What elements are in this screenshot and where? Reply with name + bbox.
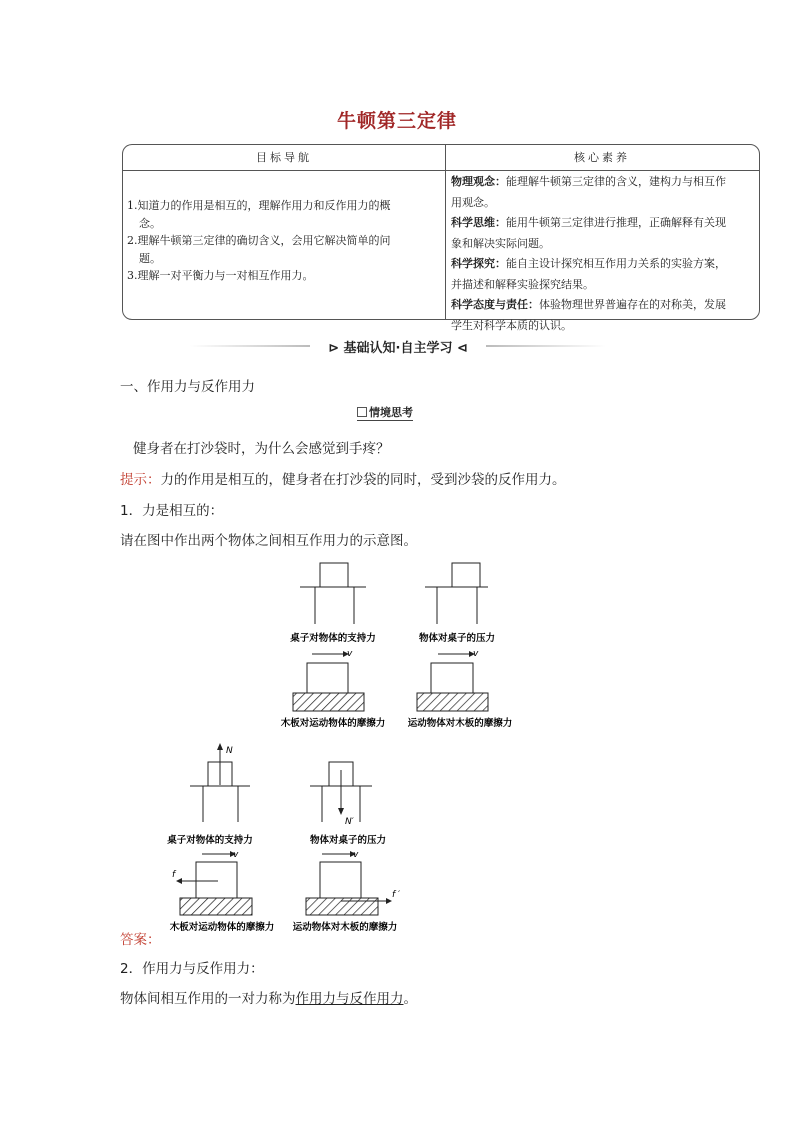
board-diagram-left (293, 649, 364, 711)
goal-line: 2.理解牛顿第三定律的确切含义，会用它解决简单的问 (127, 234, 391, 247)
literacy-text: 能用牛顿第三定律进行推理，正确解释有关现 (506, 216, 726, 229)
banner-title: ⊳ 基础认知·自主学习 ⊲ (328, 341, 468, 356)
velocity-label: v (233, 850, 239, 860)
literacy-text: 能理解牛顿第三定律的含义，建构力与相互作 (506, 175, 726, 188)
definition-suffix: 。 (403, 991, 417, 1007)
item-2: 2．作用力与反作用力： (120, 961, 264, 977)
force-N-prime-label: N′ (345, 817, 354, 827)
box-label (357, 404, 413, 421)
force-N-label: N (226, 746, 233, 756)
answer-label: 答案： (120, 932, 161, 948)
literacy-line (451, 275, 755, 296)
section-heading: 一、作用力与反作用力 (120, 379, 255, 395)
literacy-text: 学生对科学本质的认识。 (451, 318, 572, 332)
hint-label: 提示： (120, 472, 161, 488)
force-f-prime-label: f ′ (392, 890, 401, 900)
literacy-line (451, 193, 755, 214)
caption-friction-board: 木板对运动物体的摩擦力 (169, 922, 275, 933)
caption-friction-board: 木板对运动物体的摩擦力 (280, 718, 386, 729)
literacy-text: 体验物理世界普遍存在的对称美，发展 (539, 298, 726, 311)
literacy-header: 核心素养 (574, 151, 630, 164)
hint-text: 力的作用是相互的，健身者在打沙袋的同时，受到沙袋的反作用力。 (160, 472, 566, 488)
table-column-divider (445, 145, 446, 319)
goal-line: 3.理解一对平衡力与一对相互作用力。 (127, 269, 314, 282)
velocity-label: v (347, 649, 353, 659)
caption-friction-obj: 运动物体对木板的摩擦力 (407, 718, 513, 729)
literacy-text: 并描述和解释实验探究结果。 (451, 277, 594, 291)
literacy-line (451, 254, 755, 275)
caption-pressure: 物体对桌子的压力 (418, 633, 496, 644)
caption-support: 桌子对物体的支持力 (290, 633, 376, 644)
blank-force-diagram (270, 558, 530, 736)
definition-term: 反作用力 (349, 991, 404, 1007)
goals-cell (127, 197, 439, 285)
table-divider (123, 170, 759, 171)
square-icon (357, 407, 367, 417)
question-text: 健身者在打沙袋时，为什么会感觉到手疼？ (133, 441, 390, 457)
goals-table (122, 144, 760, 332)
box-label-text: 情境思考 (369, 406, 413, 419)
answer-force-diagram (160, 742, 420, 938)
definition-prefix: 物体间相互作用的一对力称为 (120, 991, 296, 1007)
literacy-line (451, 295, 755, 316)
goal-line: 题。 (139, 251, 161, 265)
velocity-label: v (353, 850, 359, 860)
section-banner (190, 338, 606, 354)
literacy-line (451, 316, 755, 337)
literacy-line (451, 213, 755, 234)
goals-header: 目标导航 (256, 151, 312, 164)
table-diagram-right (425, 563, 488, 624)
velocity-label: v (473, 649, 479, 659)
literacy-line (451, 172, 755, 193)
item-1: 1．力是相互的： (120, 503, 224, 519)
pressure-force-diagram (310, 762, 372, 827)
literacy-key: 物理观念： (451, 175, 506, 188)
literacy-cell (451, 172, 755, 336)
literacy-line (451, 234, 755, 255)
page-title: 牛顿第三定律 (336, 110, 457, 132)
literacy-text: 象和解决实际问题。 (451, 236, 550, 250)
table-diagram-left (300, 563, 366, 624)
support-force-diagram (190, 743, 250, 822)
hint-paragraph (120, 468, 566, 488)
literacy-key: 科学探究： (451, 257, 506, 270)
caption-support: 桌子对物体的支持力 (167, 835, 253, 846)
definition-term: 作用力 (295, 991, 336, 1007)
caption-friction-obj: 运动物体对木板的摩擦力 (292, 922, 398, 933)
caption-pressure: 物体对桌子的压力 (309, 835, 387, 846)
literacy-text: 用观念。 (451, 195, 495, 209)
instruction-text: 请在图中作出两个物体之间相互作用力的示意图。 (120, 533, 417, 549)
friction-obj-diagram (306, 850, 400, 915)
definition-text (120, 987, 417, 1007)
board-diagram-right (417, 649, 488, 711)
force-f-label: f (172, 870, 176, 880)
literacy-text: 能自主设计探究相互作用力关系的实验方案， (506, 257, 726, 270)
definition-connector: 与 (336, 991, 350, 1007)
friction-board-diagram (172, 850, 252, 915)
goal-line: 念。 (139, 216, 161, 230)
literacy-key: 科学态度与责任： (451, 298, 539, 311)
literacy-key: 科学思维： (451, 216, 506, 229)
goal-line: 1.知道力的作用是相互的，理解作用力和反作用力的概 (127, 199, 391, 212)
